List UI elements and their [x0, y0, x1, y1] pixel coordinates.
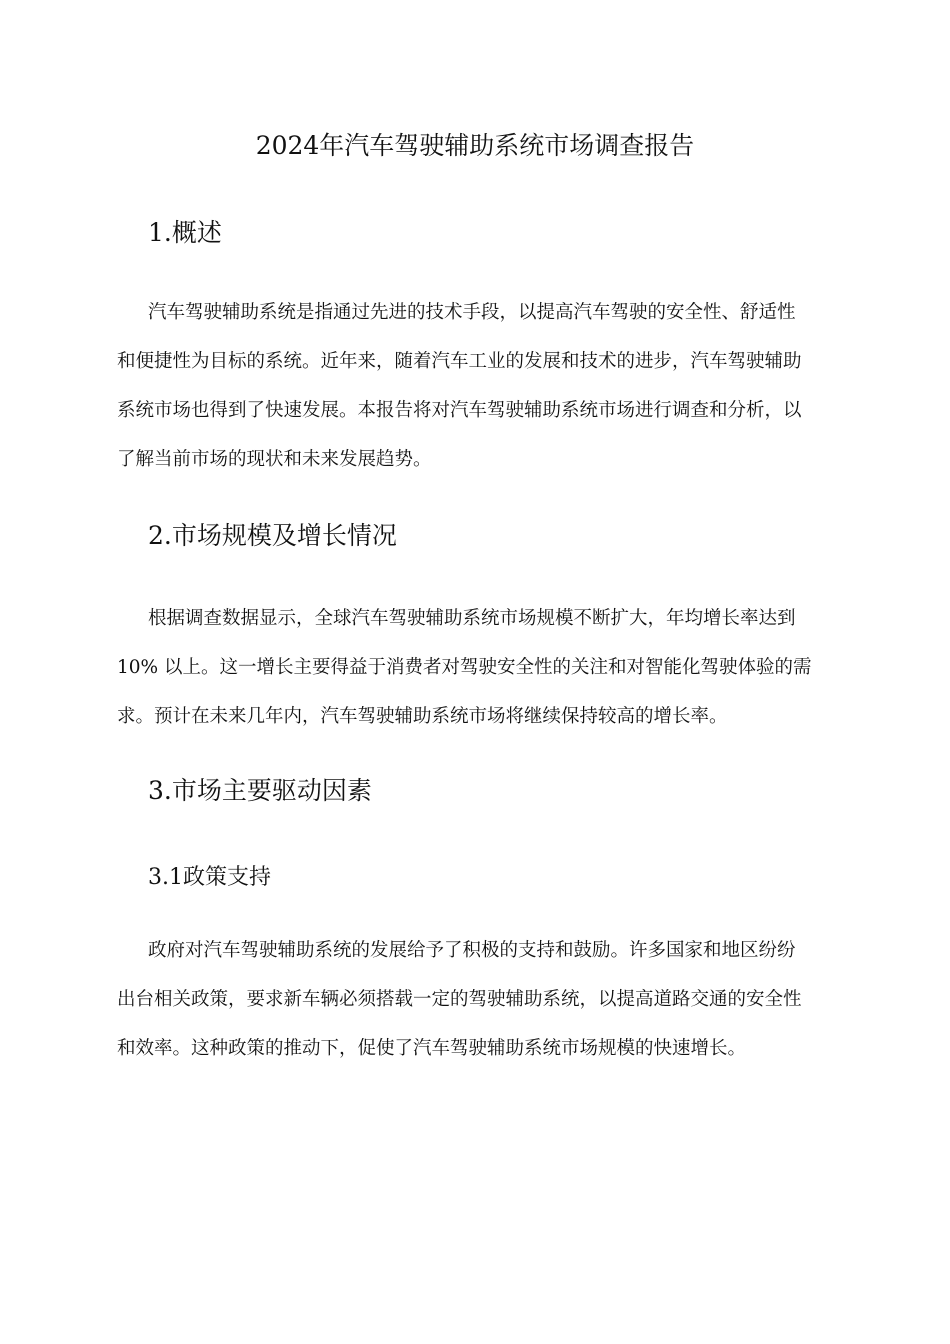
section-heading-drivers: 3.市场主要驱动因素: [148, 776, 372, 805]
paragraph-line: 系统市场也得到了快速发展。本报告将对汽车驾驶辅助系统市场进行调查和分析，以: [117, 400, 802, 421]
paragraph-line: 政府对汽车驾驶辅助系统的发展给予了积极的支持和鼓励。许多国家和地区纷纷: [148, 940, 796, 961]
section-heading-market-size: 2.市场规模及增长情况: [148, 521, 397, 550]
paragraph-line: 出台相关政策，要求新车辆必须搭载一定的驾驶辅助系统，以提高道路交通的安全性: [117, 989, 802, 1010]
paragraph-line: 了解当前市场的现状和未来发展趋势。: [117, 449, 432, 470]
market-size-paragraph: [117, 594, 837, 741]
overview-paragraph: [117, 288, 837, 484]
paragraph-line: 汽车驾驶辅助系统是指通过先进的技术手段，以提高汽车驾驶的安全性、舒适性: [148, 302, 796, 323]
paragraph-line: 10% 以上。这一增长主要得益于消费者对驾驶安全性的关注和对智能化驾驶体验的需: [117, 657, 812, 678]
paragraph-line: 求。预计在未来几年内，汽车驾驶辅助系统市场将继续保持较高的增长率。: [117, 706, 728, 727]
paragraph-line: 和便捷性为目标的系统。近年来，随着汽车工业的发展和技术的进步，汽车驾驶辅助: [117, 351, 802, 372]
subsection-heading-policy: 3.1政策支持: [148, 865, 271, 890]
paragraph-line: 和效率。这种政策的推动下，促使了汽车驾驶辅助系统市场规模的快速增长。: [117, 1038, 747, 1059]
section-heading-overview: 1.概述: [148, 218, 222, 247]
paragraph-line: 根据调查数据显示，全球汽车驾驶辅助系统市场规模不断扩大，年均增长率达到: [148, 608, 796, 629]
policy-paragraph: [117, 926, 837, 1073]
document-title: 2024年汽车驾驶辅助系统市场调查报告: [255, 131, 695, 160]
